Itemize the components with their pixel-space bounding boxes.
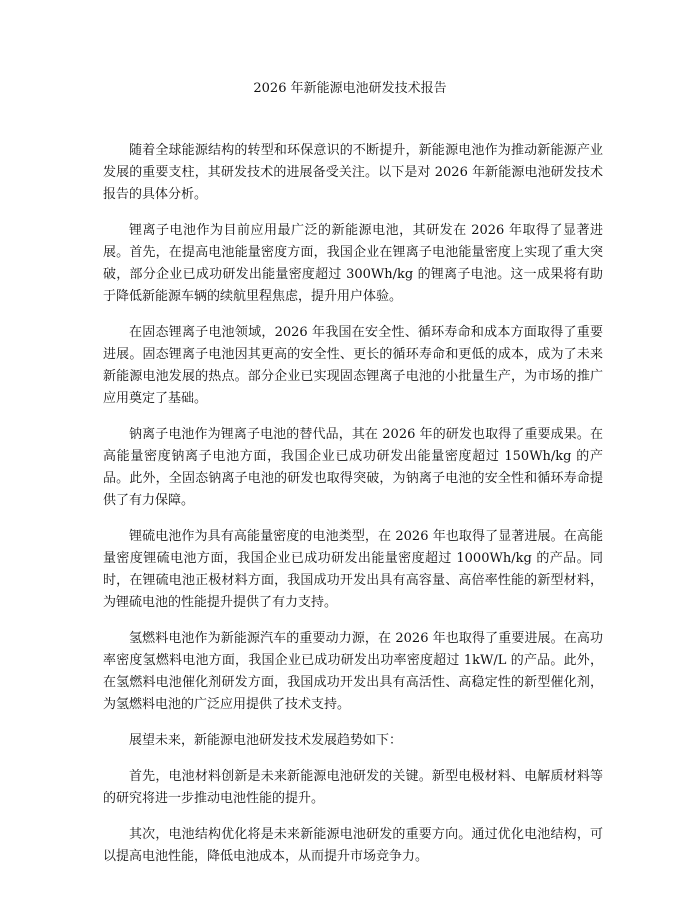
paragraph-sodium-ion: 钠离子电池作为锂离子电池的替代品，其在 2026 年的研发也取得了重要成果。在高能量密度钠离子电池方面，我国企业已成功研发出能量密度超过 150Wh/kg 的产品。此外，全固态钠离子电池的研发也取得突破，为钠离子电池的安全性和循环寿命提供了有力保障。 <box>103 427 603 508</box>
document-title: 2026 年新能源电池研发技术报告 <box>253 81 447 96</box>
paragraph-lithium-sulfur: 锂硫电池作为具有高能量密度的电池类型，在 2026 年也取得了显著进展。在高能量密度锂硫电池方面，我国企业已成功研发出能量密度超过 1000Wh/kg 的产品。同时，在锂硫电池正极材料方面，我国成功开发出具有高容量、高倍率性能的新型材料，为锂硫电池的性能提升提供了有力支持。 <box>103 529 603 610</box>
paragraph-trend-materials: 首先，电池材料创新是未来新能源电池研发的关键。新型电极材料、电解质材料等的研究将进一步推动电池性能的提升。 <box>103 769 603 806</box>
paragraph-outlook: 展望未来，新能源电池研发技术发展趋势如下： <box>129 733 403 748</box>
paragraph-intro: 随着全球能源结构的转型和环保意识的不断提升，新能源电池作为推动新能源产业发展的重要支柱，其研发技术的进展备受关注。以下是对 2026 年新能源电池研发技术报告的具体分析。 <box>103 143 603 202</box>
paragraph-solid-state: 在固态锂离子电池领域，2026 年我国在安全性、循环寿命和成本方面取得了重要进展。固态锂离子电池因其更高的安全性、更长的循环寿命和更低的成本，成为了未来新能源电池发展的热点。部分企业已实现固态锂离子电池的小批量生产，为市场的推广应用奠定了基础。 <box>103 325 603 406</box>
paragraph-trend-structure: 其次，电池结构优化将是未来新能源电池研发的重要方向。通过优化电池结构，可以提高电池性能，降低电池成本，从而提升市场竞争力。 <box>103 827 603 864</box>
paragraph-hydrogen-fuel-cell: 氢燃料电池作为新能源汽车的重要动力源，在 2026 年也取得了重要进展。在高功率密度氢燃料电池方面，我国企业已成功研发出功率密度超过 1kW/L 的产品。此外，在氢燃料电池催化剂研发方面，我国成功开发出具有高活性、高稳定性的新型催化剂，为氢燃料电池的广泛应用提供了技术支持。 <box>103 631 603 712</box>
document-body <box>103 140 603 882</box>
paragraph-lithium-ion: 锂离子电池作为目前应用最广泛的新能源电池，其研发在 2026 年取得了显著进展。首先，在提高电池能量密度方面，我国企业在锂离子电池能量密度上实现了重大突破，部分企业已成功研发出能量密度超过 300Wh/kg 的锂离子电池。这一成果将有助于降低新能源车辆的续航里程焦虑，提升用户体验。 <box>103 223 603 304</box>
